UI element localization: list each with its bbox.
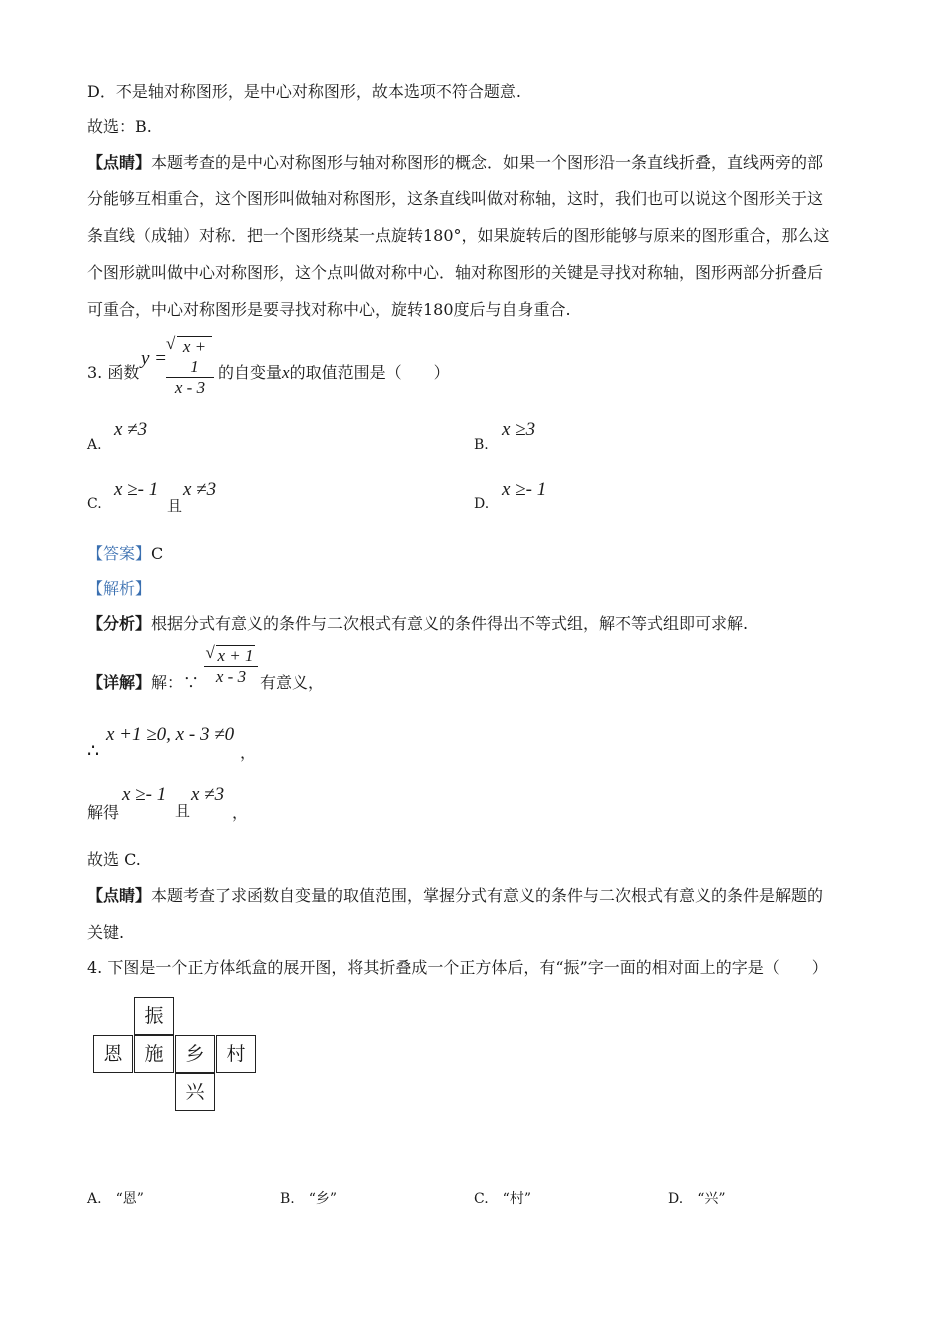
q3-option-c-expr2: x ≠3 — [183, 479, 217, 500]
q4-option-d: D. “兴” — [668, 1191, 726, 1207]
comment-label: 【点睛】 — [87, 153, 152, 172]
q3-denominator: x - 3 — [174, 378, 206, 397]
q3-option-b-expr: x ≥3 — [502, 419, 536, 440]
q3-solve-pre: 解得 — [87, 803, 120, 822]
q2-comment-line-3: 条直线（成轴）对称．把一个图形绕某一点旋转180°，如果旋转后的图形能够与原来的图形重合，那么这 — [87, 226, 830, 245]
q4-question: 4. 下图是一个正方体纸盒的展开图，将其折叠成一个正方体后，有“振”字一面的相对面上的字是（ ） — [87, 958, 828, 977]
cube-cell-r1: 恩 — [93, 1035, 133, 1073]
q2-comment-line-4: 个图形就叫做中心对称图形，这个点叫做对称中心．轴对称图形的关键是寻找对称轴，图形两部分折叠后 — [87, 263, 824, 282]
q3-detail-fraction: √ x + 1 x - 3 — [204, 645, 258, 687]
q3-comma-2: ， — [232, 803, 249, 822]
q3-solve-join: 且 — [175, 802, 191, 820]
q4-option-c: C. “村” — [474, 1191, 531, 1207]
q2-option-d: D．不是轴对称图形，是中心对称图形，故本选项不符合题意. — [87, 82, 521, 101]
q3-option-a-expr: x ≠3 — [114, 419, 148, 440]
q2-comment-line-5: 可重合，中心对称图形是要寻找对称中心，旋转180度后与自身重合. — [87, 300, 571, 319]
q3-option-a-letter: A. — [87, 437, 102, 453]
therefore-symbol: ∴ — [87, 740, 100, 762]
q3-solve-b: x ≠3 — [191, 784, 225, 805]
q3-option-c-expr: x ≥- 1 — [114, 479, 159, 500]
cube-cell-r2: 施 — [134, 1035, 174, 1073]
q3-comment-line-1: 【点睛】本题考查了求函数自变量的取值范围，掌握分式有意义的条件与二次根式有意义的条件是解题的 — [87, 886, 824, 905]
q3-choose: 故选 C. — [87, 850, 141, 869]
q2-comment-line-2: 分能够互相重合，这个图形叫做轴对称图形，这条直线叫做对称轴，这时，我们也可以说这个图形关于这 — [87, 189, 824, 208]
q3-detail-pre: 【详解】解：∵ — [87, 673, 200, 692]
q3-detail-post: 有意义， — [260, 673, 325, 692]
cube-cell-bottom: 兴 — [175, 1073, 215, 1111]
q3-option-c-letter: C. — [87, 496, 102, 512]
q3-option-d-expr: x ≥- 1 — [502, 479, 547, 500]
q4-option-a: A. “恩” — [87, 1191, 144, 1207]
q3-suffix: 的自变量x的取值范围是（ ） — [218, 363, 450, 382]
q3-option-b-letter: B. — [474, 437, 489, 453]
q4-option-b: B. “乡” — [280, 1191, 338, 1207]
cube-cell-r4: 村 — [216, 1035, 256, 1073]
cube-cell-top: 振 — [134, 997, 174, 1035]
q3-answer: 【答案】C — [87, 544, 164, 563]
q3-option-c-join: 且 — [167, 497, 183, 515]
q3-fraction — [166, 336, 214, 398]
cube-cell-r3: 乡 — [175, 1035, 215, 1073]
q3-comment-line-2: 关键. — [87, 923, 125, 942]
q3-numerator: √ x + 1 — [177, 336, 212, 377]
q3-solve-a: x ≥- 1 — [122, 784, 167, 805]
q3-analysis-label: 【解析】 — [87, 579, 152, 598]
q3-option-d-letter: D. — [474, 496, 490, 512]
q3-fenxi: 【分析】根据分式有意义的条件与二次根式有意义的条件得出不等式组，解不等式组即可求解. — [87, 614, 749, 633]
q3-y-eq: y = — [141, 348, 168, 369]
q3-inequalities: x +1 ≥0, x - 3 ≠0 — [106, 724, 235, 745]
answer-label: 【答案】 — [87, 544, 152, 563]
q3-comma-1: ， — [240, 743, 257, 762]
q3-prefix: 3. 函数 — [87, 363, 140, 382]
q2-choose: 故选：B. — [87, 117, 152, 136]
q2-comment-line-1: 【点睛】本题考查的是中心对称图形与轴对称图形的概念．如果一个图形沿一条直线折叠，直线两旁的部 — [87, 153, 824, 172]
